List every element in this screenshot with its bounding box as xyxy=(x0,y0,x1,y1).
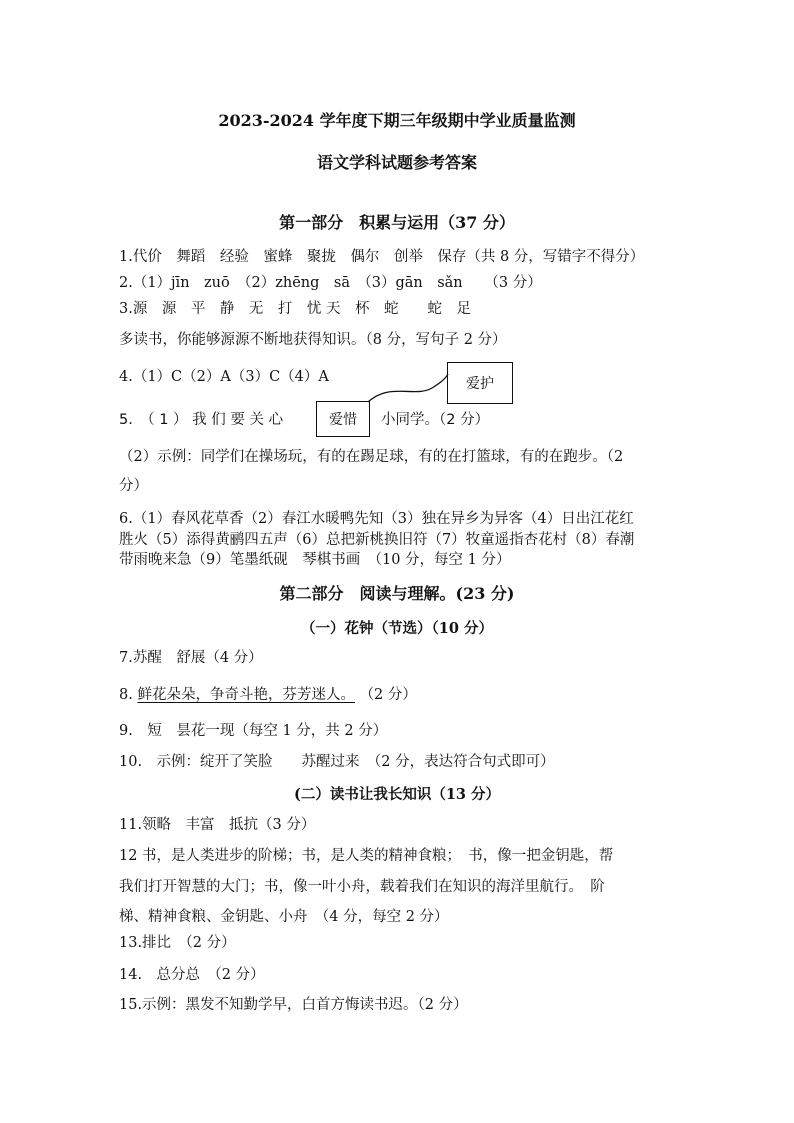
answer-q8 xyxy=(119,685,417,705)
document-title: 2023-2024 学年度下期三年级期中学业质量监测 xyxy=(218,111,576,130)
answer-q10: 10. 示例：绽开了笑脸 苏醒过来 （2 分，表达符合句式即可） xyxy=(119,754,555,770)
section2-heading: (二）读书让我长知识（13 分） xyxy=(293,786,501,803)
answer-q12-line1: 12 书，是人类进步的阶梯；书，是人类的精神食粮； 书，像一把金钥匙，帮 xyxy=(119,848,614,864)
answer-q3-sentence: 多读书，你能够源源不断地获得知识。（8 分，写句子 2 分） xyxy=(119,332,507,348)
answer-q8-score: （2 分） xyxy=(359,687,417,703)
word-box-aihu-label: 爱护 xyxy=(466,376,494,392)
answer-q15: 15.示例：黑发不知勤学早，白首方悔读书迟。（2 分） xyxy=(119,997,468,1013)
answer-q2: 2.（1）jīn zuō （2）zhēng sā （3）gān sǎn （3 分） xyxy=(119,275,542,291)
answer-q12-line3: 梯、精神食粮、金钥匙、小舟 （4 分，每空 2 分） xyxy=(119,909,449,925)
connector-line xyxy=(360,370,455,410)
answer-q6-line1: 6.（1）春风花草香（2）春江水暖鸭先知（3）独在异乡为异客（4）日出江花红 xyxy=(119,511,634,527)
answer-q7: 7.苏醒 舒展（4 分） xyxy=(119,650,263,666)
section1-heading: （一）花钟（节选）（10 分） xyxy=(301,620,493,637)
answer-q5-example-cont: 分） xyxy=(119,478,148,494)
answer-q11: 11.领略 丰富 抵抗（3 分） xyxy=(119,817,316,833)
part1-heading: 第一部分 积累与运用（37 分） xyxy=(279,213,515,232)
document-subtitle: 语文学科试题参考答案 xyxy=(316,153,477,172)
answer-q5-example: （2）示例：同学们在操场玩，有的在踢足球，有的在打篮球，有的在跑步。（2 xyxy=(119,449,624,465)
answer-q8-number: 8. xyxy=(119,687,133,703)
answer-q13: 13.排比 （2 分） xyxy=(119,935,236,951)
answer-q12-line2: 我们打开智慧的大门；书，像一叶小舟，载着我们在知识的海洋里航行。 阶 xyxy=(119,879,605,895)
word-box-aihu xyxy=(447,362,513,404)
answer-q6-line2: 胜火（5）添得黄鹂四五声（6）总把新桃换旧符（7）牧童遥指杏花村（8）春潮 xyxy=(119,532,635,548)
answer-q5-suffix: 小同学。（2 分） xyxy=(381,412,490,428)
answer-q6-line3: 带雨晚来急（9）笔墨纸砚 琴棋书画 （10 分，每空 1 分） xyxy=(119,552,511,568)
answer-q5-prefix: 5. （ 1 ） 我 们 要 关 心 xyxy=(119,412,284,428)
answer-q8-underlined: 鲜花朵朵，争奇斗艳，芬芳迷人。 xyxy=(137,687,355,703)
part2-heading: 第二部分 阅读与理解。(23 分) xyxy=(279,584,515,603)
answer-q3: 3.源 源 平 静 无 打 忧 天 杯 蛇 蛇 足 xyxy=(119,301,471,317)
word-box-aixi-label: 爱惜 xyxy=(329,412,357,428)
answer-q14: 14. 总分总 （2 分） xyxy=(119,967,265,983)
answer-q9: 9. 短 昙花一现（每空 1 分，共 2 分） xyxy=(119,723,388,739)
answer-q4: 4.（1）C（2）A（3）C（4）A xyxy=(119,369,329,385)
answer-q1: 1.代价 舞蹈 经验 蜜蜂 聚拢 偶尔 创举 保存（共 8 分，写错字不得分） xyxy=(119,249,645,265)
